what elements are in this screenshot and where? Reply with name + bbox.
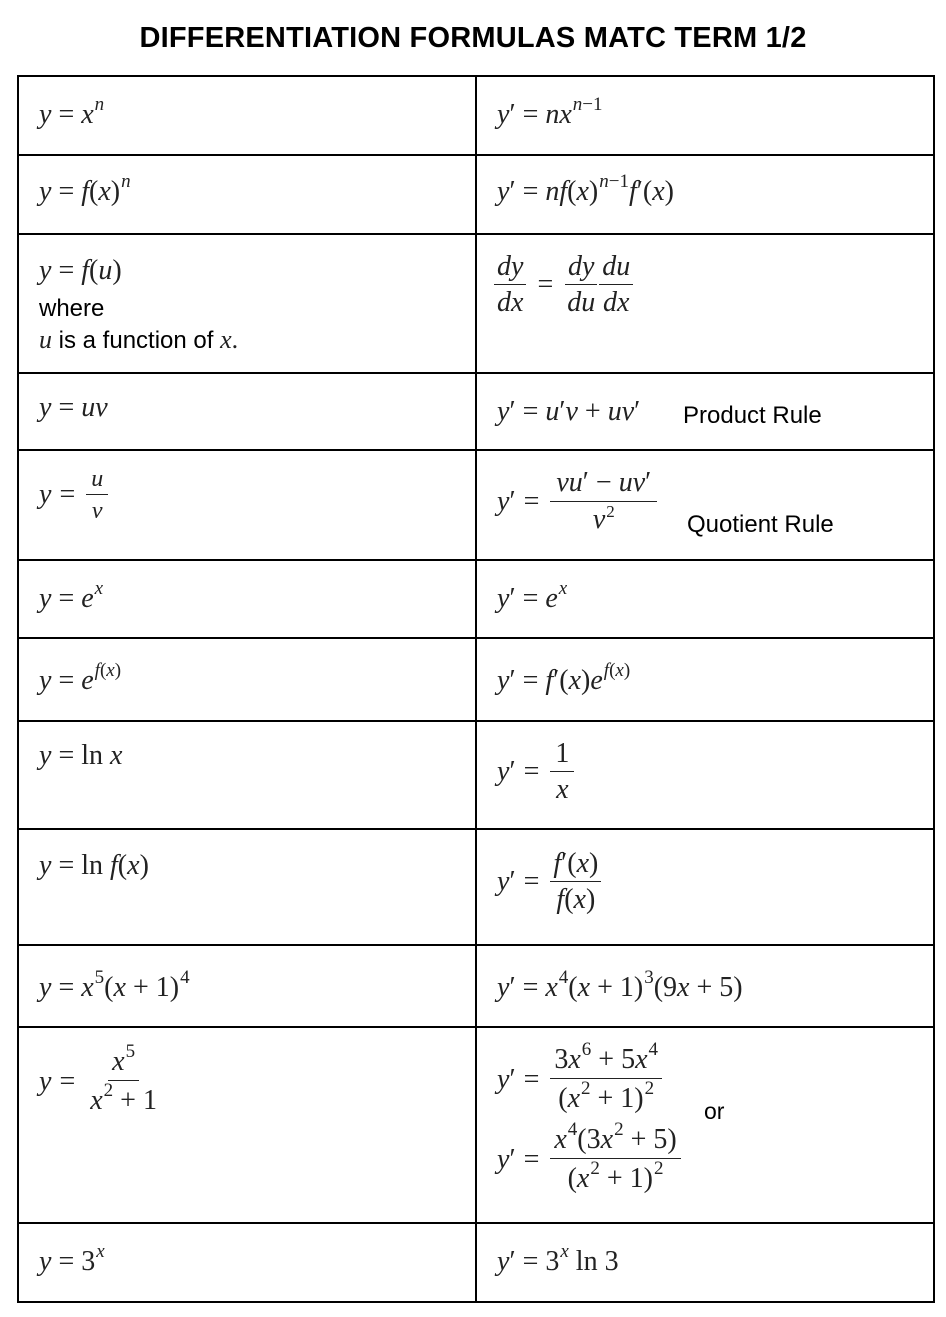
function-cell xyxy=(18,1223,476,1302)
formula: y = ln x xyxy=(39,740,123,771)
formula: y ′ = $\frac{x^4(3x^2 + 5)}{(x^2 + 1)^2}$ xyxy=(497,1126,684,1193)
formula: y ′ = $\frac{f'(x)}{f(x)}$ xyxy=(497,850,604,914)
formula: $y = e^x$ xyxy=(39,578,104,614)
formula: $y = x^n$ xyxy=(39,94,105,130)
table-row xyxy=(18,155,934,234)
derivative-cell xyxy=(476,234,934,373)
derivative-cell xyxy=(476,373,934,450)
table-row xyxy=(18,234,934,373)
formula: y = $\frac{x^5}{x^2 + 1}$ xyxy=(39,1041,157,1116)
formula: $y' = x^4(x + 1)^3(9x + 5)$ xyxy=(497,967,743,1003)
formula: y = $\frac{u}{v}$ xyxy=(39,467,111,523)
derivative-cell xyxy=(476,1223,934,1302)
rule-label: Quotient Rule xyxy=(687,511,834,538)
formula: y ′ = $\frac{3x^6 + 5x^4}{(x^2 + 1)^2}$ xyxy=(497,1046,665,1113)
formulas-table xyxy=(17,75,935,1303)
table-row xyxy=(18,945,934,1027)
table-row xyxy=(18,1027,934,1223)
formula: $y' = nf(x)^{n-1}f'(x)$ xyxy=(497,171,674,207)
function-cell xyxy=(18,234,476,373)
function-cell xyxy=(18,721,476,829)
table-row xyxy=(18,829,934,945)
table-row xyxy=(18,1223,934,1302)
function-cell xyxy=(18,560,476,638)
formula: y = uv xyxy=(39,392,108,423)
formula: $y' = f'(x)e^{f(x)}$ xyxy=(497,660,631,696)
derivative-cell xyxy=(476,945,934,1027)
formula: $y = e^{f(x)}$ xyxy=(39,660,122,696)
formula: $y' = 3^x$ ln 3 xyxy=(497,1241,619,1277)
table-row xyxy=(18,638,934,721)
table-row xyxy=(18,76,934,155)
table-row xyxy=(18,373,934,450)
function-cell xyxy=(18,1027,476,1223)
formula: y ′ = $\frac{vu' - uv'}{v^2}$ xyxy=(497,469,660,534)
note-text: u is a function of x. xyxy=(39,325,239,354)
derivative-cell xyxy=(476,450,934,560)
formula: $y = f(x)^n$ xyxy=(39,171,131,207)
function-cell xyxy=(18,373,476,450)
rule-label: Product Rule xyxy=(683,402,822,429)
formula: y = f(u) xyxy=(39,255,122,286)
page-title: DIFFERENTIATION FORMULAS MATC TERM 1/2 xyxy=(139,22,807,54)
derivative-cell xyxy=(476,76,934,155)
formula: $y = x^5(x + 1)^4$ xyxy=(39,967,190,1003)
derivative-cell xyxy=(476,829,934,945)
function-cell xyxy=(18,945,476,1027)
derivative-cell xyxy=(476,721,934,829)
formula: $y = 3^x$ xyxy=(39,1241,105,1277)
function-cell xyxy=(18,155,476,234)
table-row xyxy=(18,560,934,638)
function-cell xyxy=(18,638,476,721)
derivative-cell xyxy=(476,1027,934,1223)
function-cell xyxy=(18,76,476,155)
derivative-cell xyxy=(476,638,934,721)
table-row xyxy=(18,450,934,560)
or-text: or xyxy=(704,1098,725,1124)
function-cell xyxy=(18,450,476,560)
note-text: where xyxy=(39,295,105,322)
derivative-cell xyxy=(476,155,934,234)
derivative-cell xyxy=(476,560,934,638)
formula: y′ = u′v + uv′ xyxy=(497,396,641,427)
formula: $y' = nx^{n-1}$ xyxy=(497,94,603,130)
table-row xyxy=(18,721,934,829)
formula: y ′ = $\frac{1}{x}$ xyxy=(497,740,577,804)
formula: $y' = e^x$ xyxy=(497,578,568,614)
formula: $\frac{dy}{dx}$ = $\frac{dy}{du}$ $\frac{du}{dx}$ xyxy=(491,253,636,317)
formula: y = ln f(x) xyxy=(39,850,149,881)
function-cell xyxy=(18,829,476,945)
